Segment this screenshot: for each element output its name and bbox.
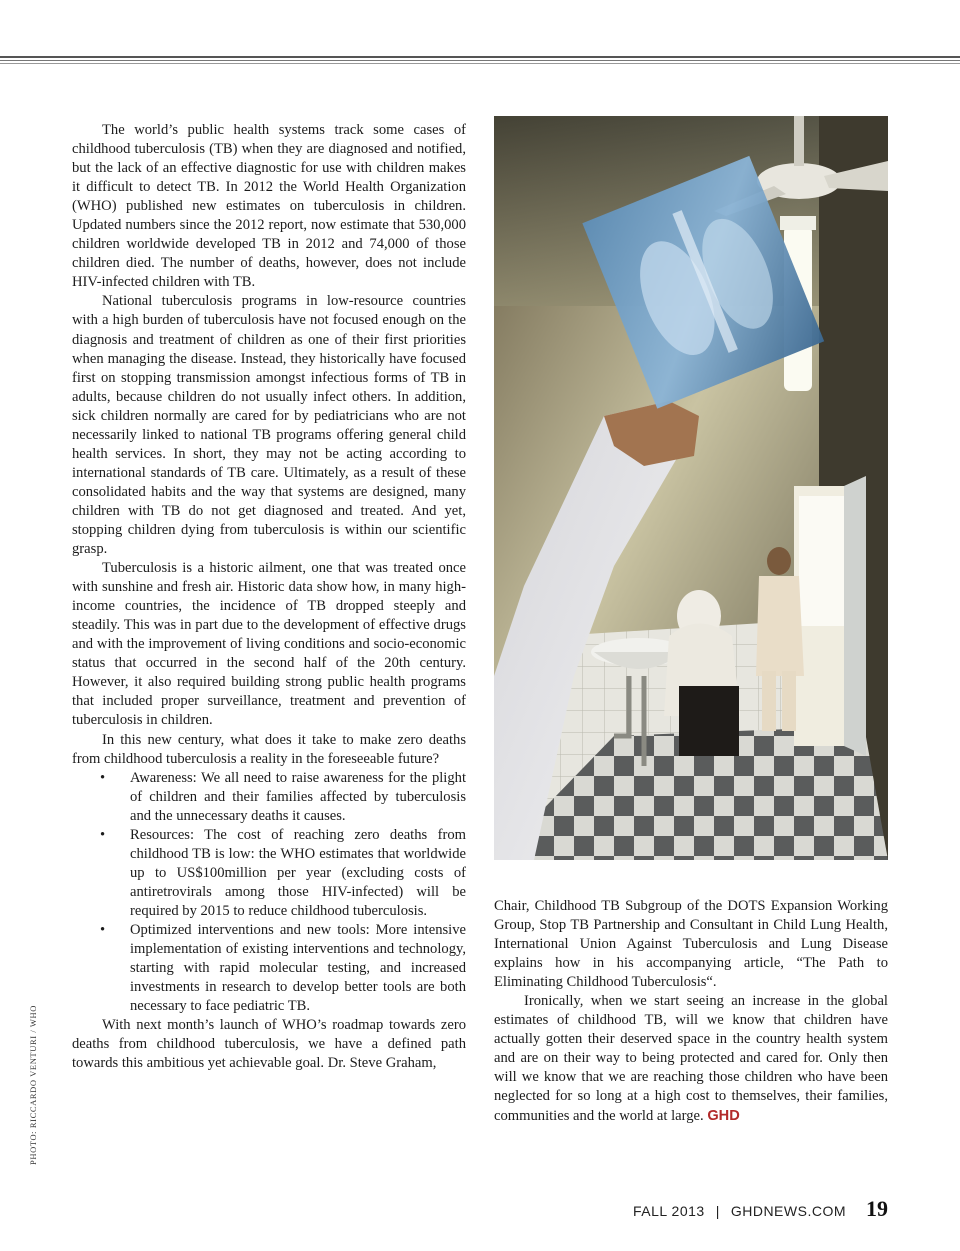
bullet-item: • Resources: The cost of reaching zero deaths from childhood TB is low: the WHO estimates that worldwide up to US$100million per year (excluding costs of antiretrovirals among those HIV-infected) will be required by 2015 to reduce childhood tuberculosis. <box>72 826 466 921</box>
footer-separator: | <box>715 1203 720 1219</box>
site-url: GHDNEWS.COM <box>730 1203 846 1219</box>
page-number: 19 <box>866 1196 888 1221</box>
body-paragraph: With next month’s launch of WHO’s roadmap towards zero deaths from childhood tuberculosis, we have a defined path towards this ambitious yet achievable goal. Dr. Steve Graham, <box>72 1017 466 1072</box>
final-paragraph-text: Ironically, when we start seeing an increase in the global estimates of childhood TB, will we know that children have actually gotten their deserved space in the country health system and are on their way to being protected and cared for. Only then will we know that we are reaching those children who have been neglected for so long at a high cost to themselves, their families, communities and the world at large. <box>494 993 888 1124</box>
photo-credit: PHOTO: RICCARDO VENTURI / WHO <box>28 1004 38 1165</box>
page-footer <box>633 1196 888 1222</box>
signoff-logo: GHD <box>707 1107 740 1124</box>
issue-label: FALL 2013 <box>632 1203 705 1219</box>
body-paragraph: Chair, Childhood TB Subgroup of the DOTS Expansion Working Group, Stop TB Partnership and Consultant in Child Lung Health, International Union Against Tuberculosis and Lung Disease explains how in his accompanying article, “The Path to Eliminating Childhood Tuberculosis“. <box>494 898 888 991</box>
article-photo <box>494 116 888 860</box>
bullet-item: • Optimized interventions and new tools: More intensive implementation of existing interventions and technology, starting with rapid molecular testing, and increased investments in research to develop better tools are both necessary to face pediatric TB. <box>72 921 466 1016</box>
article-right-column <box>494 897 888 1126</box>
body-paragraph: Tuberculosis is a historic ailment, one that was treated once with sunshine and fresh air. Historic data show how, in many high-income countries, the incidence of TB dropped steeply and steadily. This was in part due to the development of effective drugs and with the improvement of living conditions and socio-economic status that occurred in the second half of the 20th century. However, it also required building strong public health programs that included proper surveillance, treatment and prevention of tuberculosis in children. <box>72 560 466 729</box>
body-paragraph: The world’s public health systems track some cases of childhood tuberculosis (TB) when they are diagnosed and notified, but the lack of an effective diagnostic for use with children makes it difficult to detect TB. In 2012 the World Health Organization (WHO) published new estimates on tuberculosis in children. Updated numbers since the 2012 report, now estimate that 530,000 children worldwide developed TB in 2012 and 74,000 of those children died. The number of deaths, however, does not include HIV-infected children with TB. <box>72 122 466 291</box>
bullet-item: • Awareness: We all need to raise awareness for the plight of children and their families affected by tuberculosis and the unnecessary deaths it causes. <box>72 769 466 826</box>
article-left-column <box>72 121 466 1073</box>
bullet-list <box>72 769 466 1017</box>
body-paragraph <box>494 992 888 1125</box>
header-rule <box>0 56 960 66</box>
body-paragraph: National tuberculosis programs in low-resource countries with a high burden of tuberculosis have not focused enough on the diagnosis and treatment of children as one of their first priorities when managing the disease. Instead, they historically have focused first on stopping transmission amongst infectious forms of TB in adults, because children do not usually infect others. In addition, sick children normally are cared for by pediatricians who are not necessarily linked to national TB programs offering general child health services. In short, they may not be acting according to international standards of TB care. Ultimately, as a result of these consolidated habits and the way that systems are designed, many children with TB do not get diagnosed and treated. And yet, stopping children dying from tuberculosis is within our scientific grasp. <box>72 293 466 558</box>
body-paragraph: In this new century, what does it take to make zero deaths from childhood tuberculosis a reality in the foreseeable future? <box>72 731 466 767</box>
